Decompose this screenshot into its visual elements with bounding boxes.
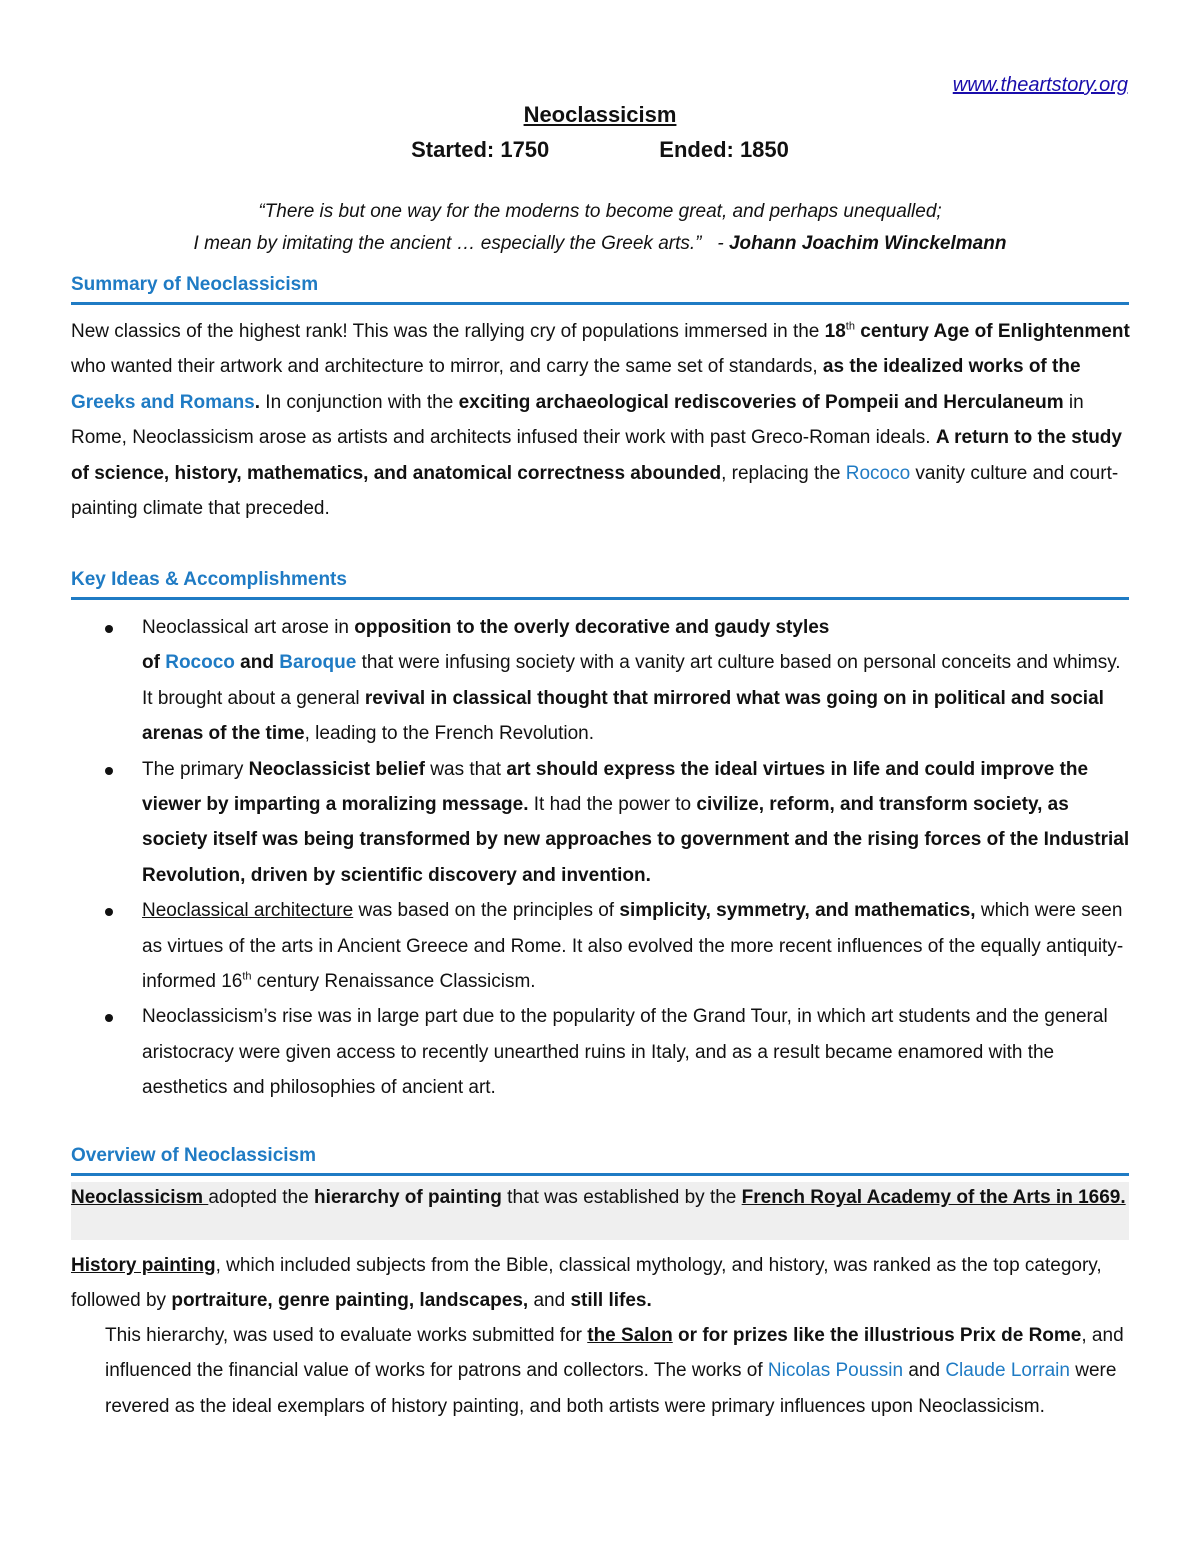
text-run: This hierarchy, was used to evaluate works submitted for	[105, 1325, 588, 1346]
quote-author: Johann Joachim Winckelmann	[728, 233, 1007, 254]
text-run: History painting	[71, 1255, 216, 1276]
date-range	[0, 137, 1200, 163]
summary-heading: Summary of Neoclassicism	[71, 274, 1129, 305]
text-run: that were infusing society with a vanity art culture based on personal conceits and whimsy. It brought about a general	[142, 652, 1121, 709]
text-run: Nicolas Poussin	[767, 1360, 904, 1382]
overview-paragraph-1	[71, 1180, 1131, 1215]
text-run: 18	[824, 321, 846, 342]
text-run: and	[528, 1290, 571, 1312]
text-run: Rococo	[845, 462, 911, 484]
text-run: of	[142, 652, 166, 674]
text-run: In conjunction with the	[260, 391, 459, 413]
text-run: .	[254, 391, 261, 413]
text-run: hierarchy of painting	[313, 1187, 502, 1208]
text-run: opposition to the overly decorative and gaudy styles	[354, 617, 830, 638]
text-run: New classics of the highest rank! This was the rallying cry of populations immersed in the	[71, 321, 825, 342]
text-run: were revered as the ideal exemplars of history painting, and both artists were primary influences upon Neoclassicism.	[105, 1360, 1117, 1417]
text-run: Neoclassical art arose in	[142, 617, 355, 638]
text-run: as the idealized works of the	[822, 356, 1081, 378]
text-run: portraiture, genre painting, landscapes,	[171, 1290, 529, 1312]
bullet-icon	[105, 625, 113, 633]
text-run: Neoclassicism	[71, 1187, 209, 1208]
list-item	[71, 999, 1131, 1105]
text-run: was that	[425, 758, 507, 780]
text-run: Neoclassicism’s rise was in large part due to the popularity of the Grand Tour, in which art students and the general aristocracy were given access to recently unearthed ruins in Italy, and as a result became enamored with the aesthetics and philosophies of ancient art.	[142, 1006, 1108, 1099]
text-run: century Renaissance Classicism.	[251, 971, 536, 993]
text-run: The primary	[142, 758, 249, 780]
text-run: in Rome, Neoclassicism arose as artists and architects infused their work with past Greco-Roman ideals.	[71, 391, 1084, 449]
website-link[interactable]: www.theartstory.org	[952, 74, 1128, 96]
text-run: , replacing the	[721, 462, 846, 484]
quote-line-1: “There is but one way for the moderns to become great, and perhaps unequalled;	[258, 201, 942, 222]
text-run: still lifes.	[570, 1290, 652, 1312]
text-run: Baroque	[279, 652, 357, 674]
text-run: simplicity, symmetry, and mathematics,	[619, 900, 976, 922]
summary-paragraph	[71, 314, 1131, 526]
text-run: adopted the	[208, 1187, 314, 1208]
text-run: that was established by the	[501, 1187, 742, 1208]
text-run: Neoclassical architecture	[142, 900, 354, 922]
key-ideas-list	[71, 610, 1131, 1106]
text-run: Neoclassicist belief	[248, 758, 426, 780]
bullet-icon	[105, 1014, 113, 1022]
text-run: civilize, reform, and transform society, as society itself was being transformed by new approaches to government and the rising forces of the Industrial Revolution, driven by scientific discovery and invention.	[142, 794, 1130, 886]
list-item	[71, 752, 1131, 894]
text-run: th	[242, 970, 252, 983]
list-item	[71, 893, 1131, 999]
text-run: and	[234, 652, 280, 674]
text-run: revival in classical thought that mirrored what was going on in political and social arenas of the time	[142, 687, 1104, 745]
text-run: and	[903, 1360, 946, 1382]
text-run: th	[845, 320, 855, 333]
text-run: , leading to the French Revolution.	[304, 723, 595, 745]
page-title: Neoclassicism	[523, 102, 677, 127]
key-ideas-heading: Key Ideas & Accomplishments	[71, 569, 1129, 600]
bullet-icon	[105, 767, 113, 775]
ended-date: Ended: 1850	[659, 137, 789, 162]
text-run: It had the power to	[528, 794, 697, 816]
list-item	[71, 610, 1131, 752]
text-run: vanity culture and court-painting climate that preceded.	[71, 462, 1119, 520]
text-run: which were seen as virtues of the arts in Ancient Greece and Rome. It also evolved the more recent influences of the equally antiquity-informed 16	[142, 900, 1124, 993]
text-run: exciting archaeological rediscoveries of Pompeii and Herculaneum	[458, 391, 1064, 413]
text-run: Rococo	[165, 652, 235, 674]
overview-heading: Overview of Neoclassicism	[71, 1145, 1129, 1176]
text-run: was based on the principles of	[353, 900, 620, 922]
bullet-icon	[105, 908, 113, 916]
text-run: , and influenced the financial value of works for patrons and collectors. The works of	[105, 1325, 1124, 1382]
started-date: Started: 1750	[411, 137, 550, 162]
overview-paragraph-3	[105, 1318, 1135, 1424]
text-run: who wanted their artwork and architecture to mirror, and carry the same set of standards,	[71, 356, 823, 378]
text-run: Greeks and Romans	[71, 391, 255, 413]
text-run: Claude Lorrain	[945, 1360, 1070, 1382]
text-run: , which included subjects from the Bible, classical mythology, and history, was ranked as the top category, followed by	[71, 1255, 1102, 1312]
text-run: century Age of Enlightenment	[854, 321, 1130, 342]
overview-paragraph-2	[71, 1248, 1131, 1319]
text-run: French Royal Academy of the Arts in 1669.	[741, 1187, 1126, 1208]
text-run: A return to the study of science, history, mathematics, and anatomical correctness abounded	[71, 427, 1122, 484]
quote-line-2: I mean by imitating the ancient … especially the Greek arts.” - Johann Joachim Winckelmann	[193, 233, 1007, 254]
epigraph-quote	[0, 196, 1200, 260]
text-run: art should express the ideal virtues in life and could improve the viewer by imparting a moralizing message.	[142, 758, 1089, 816]
text-run: the Salon	[587, 1325, 673, 1346]
text-run: or for prizes like the illustrious Prix de Rome	[672, 1325, 1082, 1346]
